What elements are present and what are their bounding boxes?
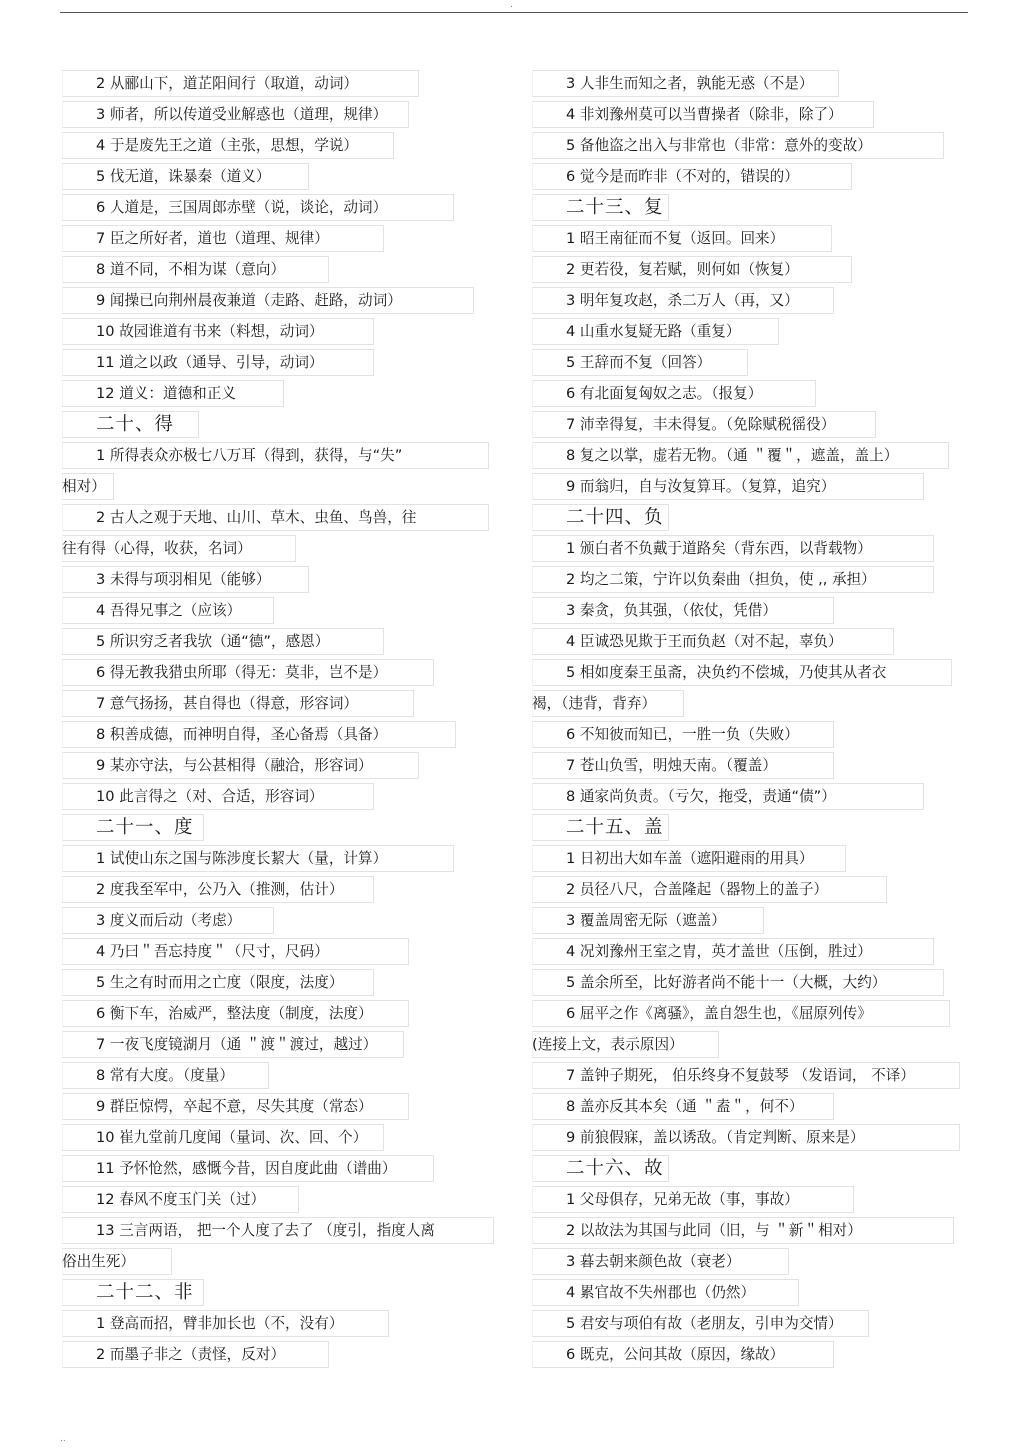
entry-continuation [62, 471, 106, 502]
entry-text: 8 复之以掌，虚若无物。（通 ＂覆＂，遮盖，盖上） [566, 447, 899, 464]
entry-line [532, 378, 762, 409]
entry-line [532, 967, 886, 998]
entry-line [62, 1091, 373, 1122]
entry-line [532, 409, 835, 440]
heading-text: 二十二、非 [96, 1282, 194, 1303]
entry-text: 6 人道是，三国周郎赤壁（说，谈论，动词） [96, 199, 388, 216]
entry-line [62, 905, 241, 936]
heading-text: 二十五、盖 [566, 817, 664, 838]
entry-line [532, 130, 872, 161]
entry-text: 7 苍山负雪，明烛天南。（覆盖） [566, 757, 777, 774]
section-heading [62, 409, 174, 440]
entry-text: 6 屈平之作《离骚》，盖自怨生也，《屈原列传》 [566, 1005, 872, 1022]
entry-text: 3 覆盖周密无际（遮盖） [566, 912, 726, 929]
entry-line [532, 998, 872, 1029]
entry-line [532, 1277, 755, 1308]
entry-text: 相对） [62, 478, 106, 495]
entry-line [62, 68, 358, 99]
entry-line [62, 874, 343, 905]
entry-line [62, 1029, 377, 1060]
entry-line [532, 471, 835, 502]
entry-line [532, 440, 898, 471]
entry-line [62, 316, 324, 347]
entry-text: 12 春风不度玉门关（过） [96, 1191, 266, 1208]
entry-line [62, 254, 285, 285]
entry-text: 8 积善成德，而神明自得，圣心备焉（具备） [96, 726, 388, 743]
entry-text: 11 予怀怆然，感慨今昔，因自度此曲（谱曲） [96, 1160, 397, 1177]
entry-text: 7 一夜飞度镜湖月（通 ＂渡＂渡过，越过） [96, 1036, 378, 1053]
entry-line [532, 595, 777, 626]
entry-text: 10 此言得之（对、合适，形容词） [96, 788, 324, 805]
entry-line [62, 1122, 367, 1153]
entry-text: 9 闻操已向荆州晨夜兼道（走路、赶路，动词） [96, 292, 402, 309]
entry-text: 3 人非生而知之者，孰能无惑（不是） [566, 75, 814, 92]
heading-text: 二十、得 [96, 414, 175, 435]
entry-text: 9 而翁归，自与汝复算耳。（复算，追究） [566, 478, 836, 495]
entry-text: (连接上文，表示原因） [532, 1036, 684, 1053]
heading-text: 二十一、度 [96, 817, 194, 838]
entry-text: 2 而墨子非之（责怪，反对） [96, 1346, 286, 1363]
entry-text: 4 况刘豫州王室之胄，英才盖世（压倒，胜过） [566, 943, 872, 960]
entry-text: 5 生之有时而用之亡度（限度，法度） [96, 974, 344, 991]
entry-text: 3 师者，所以传道受业解惑也（道理，规律） [96, 106, 388, 123]
entry-text: 3 暮去朝来颜色故（衰老） [566, 1253, 741, 1270]
entry-line [532, 1091, 803, 1122]
entry-line [62, 719, 387, 750]
heading-text: 二十六、故 [566, 1158, 664, 1179]
entry-line [532, 905, 726, 936]
entry-text: 2 度我至军中，公乃入（推测，估计） [96, 881, 344, 898]
entry-line [532, 657, 886, 688]
entry-line [62, 347, 324, 378]
entry-line [62, 688, 358, 719]
entry-text: 6 有北面复匈奴之志。（报复） [566, 385, 763, 402]
entry-text: 5 备他盗之出入与非常也（非常：意外的变故） [566, 137, 872, 154]
entry-line [62, 1153, 397, 1184]
entry-text: 7 意气扬扬，甚自得也（得意，形容词） [96, 695, 359, 712]
entry-line [62, 1339, 285, 1370]
header-mark: . [510, 0, 513, 10]
entry-line [532, 1308, 843, 1339]
entry-text: 1 颁白者不负戴于道路矣（背东西，以背载物） [566, 540, 872, 557]
entry-line [532, 285, 799, 316]
entry-line [62, 998, 373, 1029]
entry-line [62, 378, 236, 409]
heading-text: 二十三、复 [566, 197, 664, 218]
entry-line [532, 936, 872, 967]
entry-continuation [62, 533, 252, 564]
entry-line [532, 68, 813, 99]
section-heading [532, 502, 664, 533]
entry-text: 5 王辞而不复（回答） [566, 354, 712, 371]
entry-continuation [532, 688, 656, 719]
entry-text: 8 常有大度。（度量） [96, 1067, 234, 1084]
entry-text: 8 通家尚负责。（亏欠，拖受，责通“债”） [566, 788, 836, 805]
entry-text: 2 均之二策，宁许以负秦曲（担负，使 ,, 承担） [566, 571, 876, 588]
entry-line [532, 843, 813, 874]
entry-text: 3 未得与项羽相见（能够） [96, 571, 271, 588]
entry-line [62, 936, 329, 967]
entry-text: 6 既克，公问其故（原因，缘故） [566, 1346, 785, 1363]
entry-text: 2 从郦山下，道芷阳间行（取道，动词） [96, 75, 359, 92]
entry-line [62, 595, 241, 626]
entry-line [532, 1122, 865, 1153]
entry-line [62, 1308, 343, 1339]
entry-text: 4 乃曰＂吾忘持度＂（尺寸，尺码） [96, 943, 329, 960]
entry-text: 5 伐无道，诛暴秦（道义） [96, 168, 271, 185]
entry-text: 9 某亦守法，与公甚相得（融洽，形容词） [96, 757, 373, 774]
entry-line [62, 626, 329, 657]
entry-line [532, 1215, 862, 1246]
entry-line [62, 967, 343, 998]
section-heading [62, 1277, 194, 1308]
entry-text: 7 盖钟子期死， 伯乐终身不复鼓琴 （发语词， 不译） [566, 1067, 915, 1084]
entry-line [62, 843, 387, 874]
entry-line [532, 316, 740, 347]
entry-text: 2 员径八尺，合盖隆起（器物上的盖子） [566, 881, 829, 898]
entry-text: 1 昭王南征而不复（返回。回来） [566, 230, 785, 247]
entry-line [62, 285, 402, 316]
entry-line [532, 564, 876, 595]
entry-text: 3 度义而后动（考虑） [96, 912, 242, 929]
footer-mark: .. [60, 1434, 66, 1444]
entry-text: 1 试使山东之国与陈涉度长絜大（量，计算） [96, 850, 388, 867]
entry-text: 7 臣之所好者，道也（道理、规律） [96, 230, 329, 247]
entry-line [62, 161, 270, 192]
entry-line [532, 719, 799, 750]
entry-line [532, 1060, 915, 1091]
entry-line [532, 533, 872, 564]
entry-line [532, 161, 799, 192]
entry-text: 8 盖亦反其本矣（通 ＂盍＂，何不） [566, 1098, 804, 1115]
entry-line [532, 781, 836, 812]
entry-text: 4 臣诚恐见欺于王而负赵（对不起，辜负） [566, 633, 843, 650]
entry-line [532, 874, 828, 905]
entry-line [532, 750, 777, 781]
entry-line [62, 192, 387, 223]
entry-line [62, 564, 270, 595]
entry-line [532, 1339, 784, 1370]
entry-line [532, 1184, 799, 1215]
header-rule [60, 12, 968, 13]
entry-line [532, 347, 711, 378]
entry-text: 10 崔九堂前几度闻（量词、次、回、个） [96, 1129, 368, 1146]
entry-text: 2 以故法为其国与此同（旧，与 ＂新＂相对） [566, 1222, 862, 1239]
entry-text: 3 明年复攻赵，杀二万人（再，又） [566, 292, 799, 309]
entry-text: 4 累官故不失州郡也（仍然） [566, 1284, 756, 1301]
entry-text: 1 父母俱存，兄弟无故（事，事故） [566, 1191, 799, 1208]
entry-line [532, 1246, 740, 1277]
entry-text: 1 登高而招，臂非加长也（不，没有） [96, 1315, 344, 1332]
entry-line [532, 99, 843, 130]
entry-text: 褐，（违背，背弃） [532, 695, 657, 712]
section-heading [532, 812, 664, 843]
entry-text: 4 非刘豫州莫可以当曹操者（除非，除了） [566, 106, 843, 123]
entry-text: 6 不知彼而知已，一胜一负（失败） [566, 726, 799, 743]
entry-text: 2 更若役，复若赋，则何如（恢复） [566, 261, 799, 278]
entry-text: 4 山重水复疑无路（重复） [566, 323, 741, 340]
entry-text: 俗出生死） [62, 1253, 135, 1270]
entry-text: 7 沛幸得复，丰未得复。（免除赋税徭役） [566, 416, 836, 433]
entry-text: 13 三言两语， 把一个人度了去了 （度引，指度人离 [96, 1222, 435, 1239]
entry-text: 2 古人之观于天地、山川、草木、虫鱼、鸟兽，往 [96, 509, 417, 526]
entry-text: 6 衡下车，治威严，整法度（制度，法度） [96, 1005, 373, 1022]
section-heading [532, 192, 664, 223]
entry-text: 11 道之以政（通导、引导，动词） [96, 354, 324, 371]
entry-line [62, 99, 387, 130]
entry-text: 6 得无教我猎虫所耶（得无：莫非，岂不是） [96, 664, 388, 681]
entry-text: 5 君安与项伯有故（老朋友，引申为交情） [566, 1315, 843, 1332]
entry-line [62, 130, 358, 161]
entry-text: 9 前狼假寐，盖以诱敌。（肯定判断、原来是） [566, 1129, 865, 1146]
entry-text: 5 盖余所至，比好游者尚不能十一（大概，大约） [566, 974, 887, 991]
entry-text: 4 吾得兄事之（应该） [96, 602, 242, 619]
heading-text: 二十四、负 [566, 507, 664, 528]
entry-continuation [62, 1246, 135, 1277]
entry-line [62, 657, 387, 688]
entry-line [62, 502, 416, 533]
entry-line [62, 440, 402, 471]
entry-text: 1 所得表众亦极七八万耳（得到，获得，与“失” [96, 447, 403, 464]
entry-text: 10 故园谁道有书来（料想，动词） [96, 323, 324, 340]
entry-text: 6 觉今是而昨非（不对的，错误的） [566, 168, 799, 185]
entry-text: 9 群臣惊愕，卒起不意，尽失其度（常态） [96, 1098, 373, 1115]
entry-text: 5 相如度秦王虽斋，决负约不偿城，乃使其从者衣 [566, 664, 887, 681]
section-heading [532, 1153, 664, 1184]
entry-text: 8 道不同，不相为谋（意向） [96, 261, 286, 278]
entry-text: 12 道义：道德和正义 [96, 385, 236, 402]
entry-text: 1 日初出大如车盖（遮阳避雨的用具） [566, 850, 814, 867]
section-heading [62, 812, 194, 843]
entry-text: 3 秦贪，负其强，（依仗，凭借） [566, 602, 777, 619]
entry-line [62, 781, 324, 812]
entry-line [62, 223, 329, 254]
entry-text: 5 所识穷乏者我欤（通“德”，感恩） [96, 633, 330, 650]
entry-line [532, 223, 784, 254]
entry-line [62, 1215, 435, 1246]
entry-continuation [532, 1029, 684, 1060]
entry-text: 4 于是废先王之道（主张，思想，学说） [96, 137, 359, 154]
entry-line [532, 626, 843, 657]
entry-line [62, 1184, 265, 1215]
entry-line [62, 1060, 234, 1091]
entry-line [62, 750, 373, 781]
entry-line [532, 254, 799, 285]
entry-text: 往有得（心得，收获，名词） [62, 540, 252, 557]
